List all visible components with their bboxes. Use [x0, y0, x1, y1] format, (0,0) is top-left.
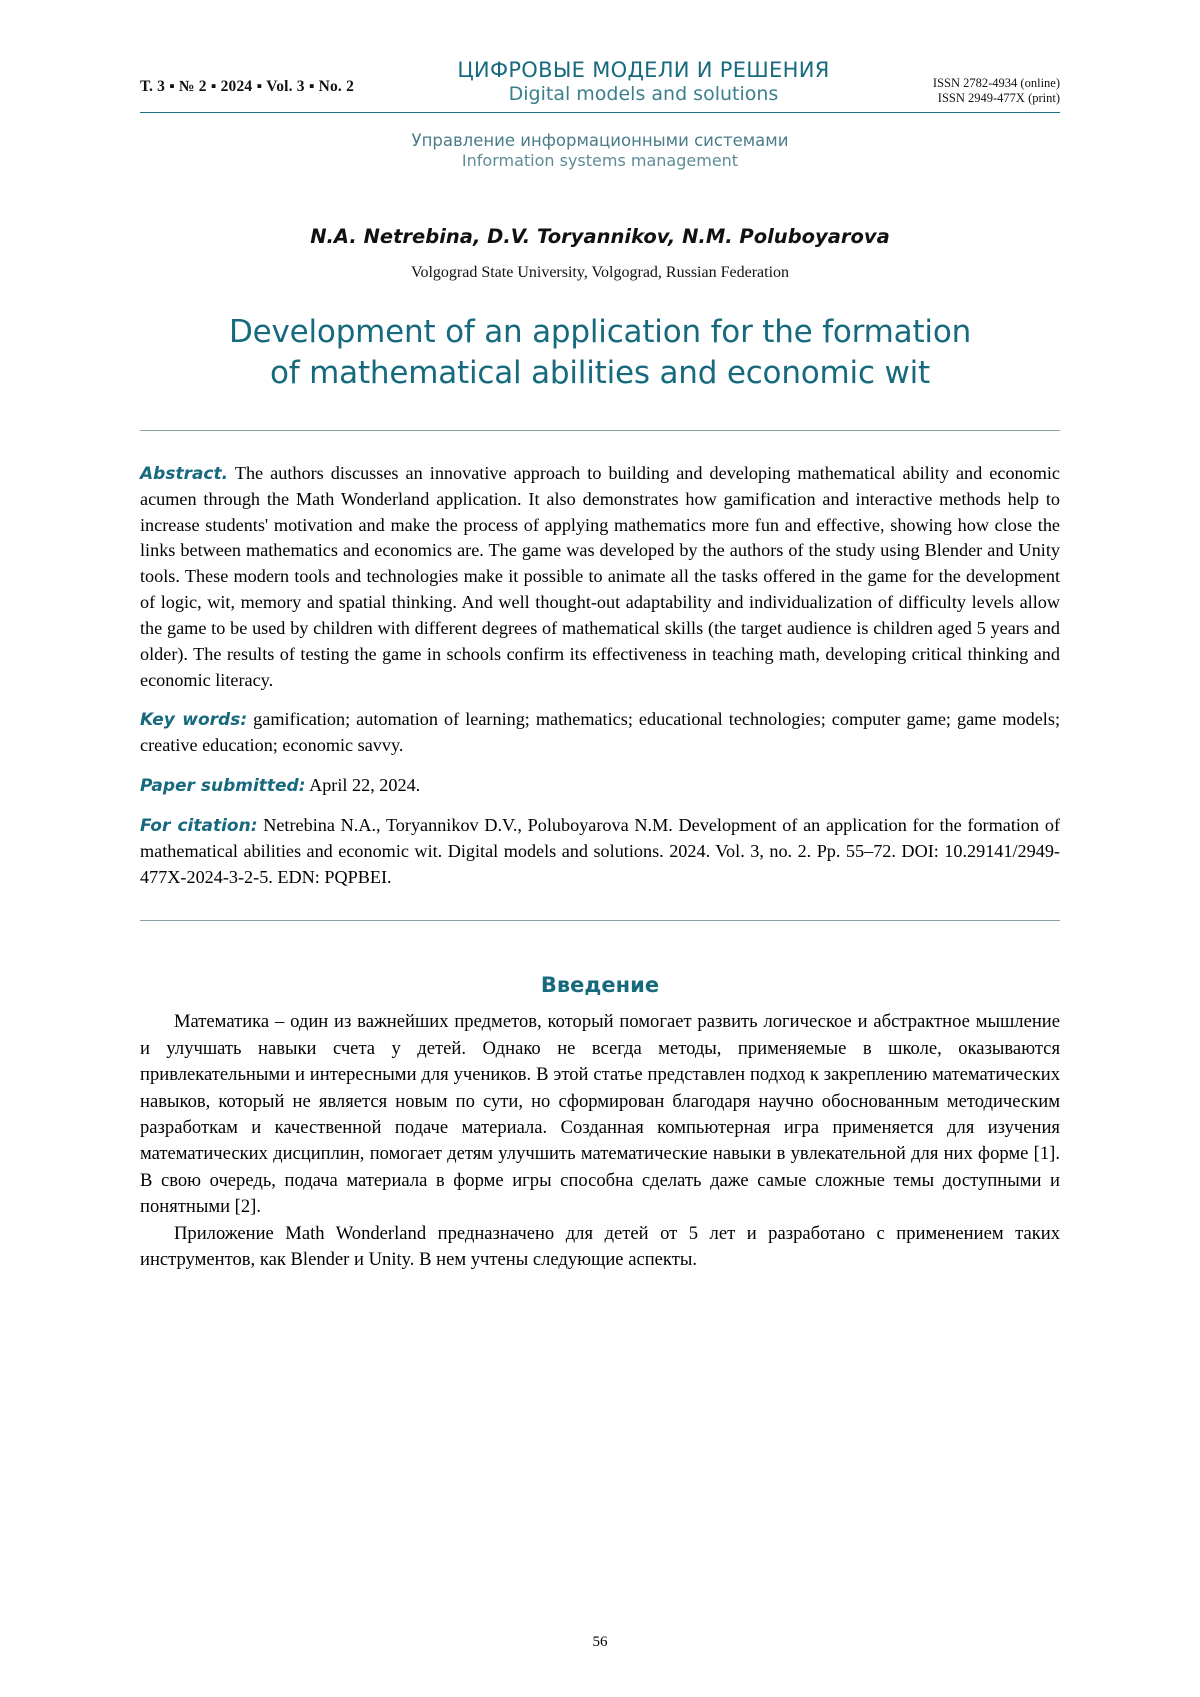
section-title-en: Information systems management: [461, 151, 739, 170]
journal-title-block: [354, 58, 933, 105]
author-list: N.A. Netrebina, D.V. Toryannikov, N.M. Poluboyarova: [310, 225, 890, 248]
paper-title-line1: Development of an application for the formation: [228, 314, 972, 350]
abstract-label: Abstract.: [140, 463, 229, 484]
issn-online: ISSN 2782-4934 (online): [932, 76, 1060, 90]
title-rule: [140, 430, 1060, 431]
page-title: [140, 312, 1060, 394]
journal-title-ru: ЦИФРОВЫЕ МОДЕЛИ И РЕШЕНИЯ: [457, 58, 830, 82]
paper-title-line2: of mathematical abilities and economic wit: [270, 354, 930, 391]
body-text: [140, 1009, 1060, 1273]
issue-line: Т. 3 ▪ № 2 ▪ 2024 ▪ Vol. 3 ▪ No. 2: [140, 78, 355, 95]
issn-print: ISSN 2949-477X (print): [937, 91, 1060, 105]
issn-block: [933, 58, 1060, 106]
citation-label: For citation:: [140, 815, 258, 836]
citation-paragraph: [140, 813, 1060, 891]
keywords-label: Key words:: [140, 710, 248, 731]
abstract-rule: [140, 920, 1060, 921]
abstract-paragraph: [140, 461, 1060, 694]
submitted-paragraph: [140, 773, 1060, 799]
abstract-block: [140, 461, 1060, 891]
submitted-label: Paper submitted:: [140, 776, 306, 797]
section-title-ru: Управление информационными системами: [411, 131, 789, 150]
body-paragraph-1: Математика – один из важнейших предметов, который помогает развить логическое и абстрактное мышление и улучшать навыки счета у детей. Однако не всегда методы, применяемые в школе, оказываются привлекательными и интересными для учеников. В этой статье представлен подход к закреплению математических навыков, который не является новым по сути, но сформирован благодаря научно обоснованным методическим разработкам и качественной подаче материала. Созданная компьютерная игра применяется для изучения математических дисциплин, помогает детям улучшить математические навыки в увлекательной для них форме [1]. В свою очередь, подача материала в форме игры способна сделать даже самые сложные темы доступными и понятными [2].: [140, 1011, 1060, 1218]
body-heading: Введение: [540, 973, 660, 998]
submitted-text: April 22, 2024.: [305, 775, 421, 796]
journal-title-en: Digital models and solutions: [508, 83, 779, 105]
keywords-text: gamification; automation of learning; mathematics; educational technologies; computer game; game models; creative education; economic savvy.: [140, 709, 1060, 756]
abstract-text: The authors discusses an innovative approach to building and developing mathematical ability and economic acumen through the Math Wonderland application. It also demonstrates how gamification and interactive methods help to increase students' motivation and make the process of applying mathematics more fun and effective, showing how close the links between mathematics and economics are. The game was developed by the authors of the study using Blender and Unity tools. These modern tools and technologies make it possible to animate all the tasks offered in the game for the development of logic, wit, memory and spatial thinking. And well thought-out adaptability and individualization of difficulty levels allow the game to be used by children with different degrees of mathematical skills (the target audience is children aged 5 years and older). The results of testing the game in schools confirm its effectiveness in teaching math, developing critical thinking and economic literacy.: [140, 462, 1060, 690]
citation-text: Netrebina N.A., Toryannikov D.V., Poluboyarova N.M. Development of an application for the formation of mathematical abilities and economic wit. Digital models and solutions. 2024. Vol. 3, no. 2. Pp. 55–72. DOI: 10.29141/2949-477X-2024-3-2-5. EDN: PQPBEI.: [140, 814, 1060, 887]
page-number: 56: [592, 1634, 608, 1650]
masthead: [140, 58, 1060, 106]
body-paragraph-2: Приложение Math Wonderland предназначено для детей от 5 лет и разработано с применением таких инструментов, как Blender и Unity. В нем учтены следующие аспекты.: [140, 1222, 1060, 1270]
affiliation: Volgograd State University, Volgograd, Russian Federation: [410, 264, 790, 281]
keywords-paragraph: [140, 707, 1060, 759]
masthead-rule: [140, 112, 1060, 113]
